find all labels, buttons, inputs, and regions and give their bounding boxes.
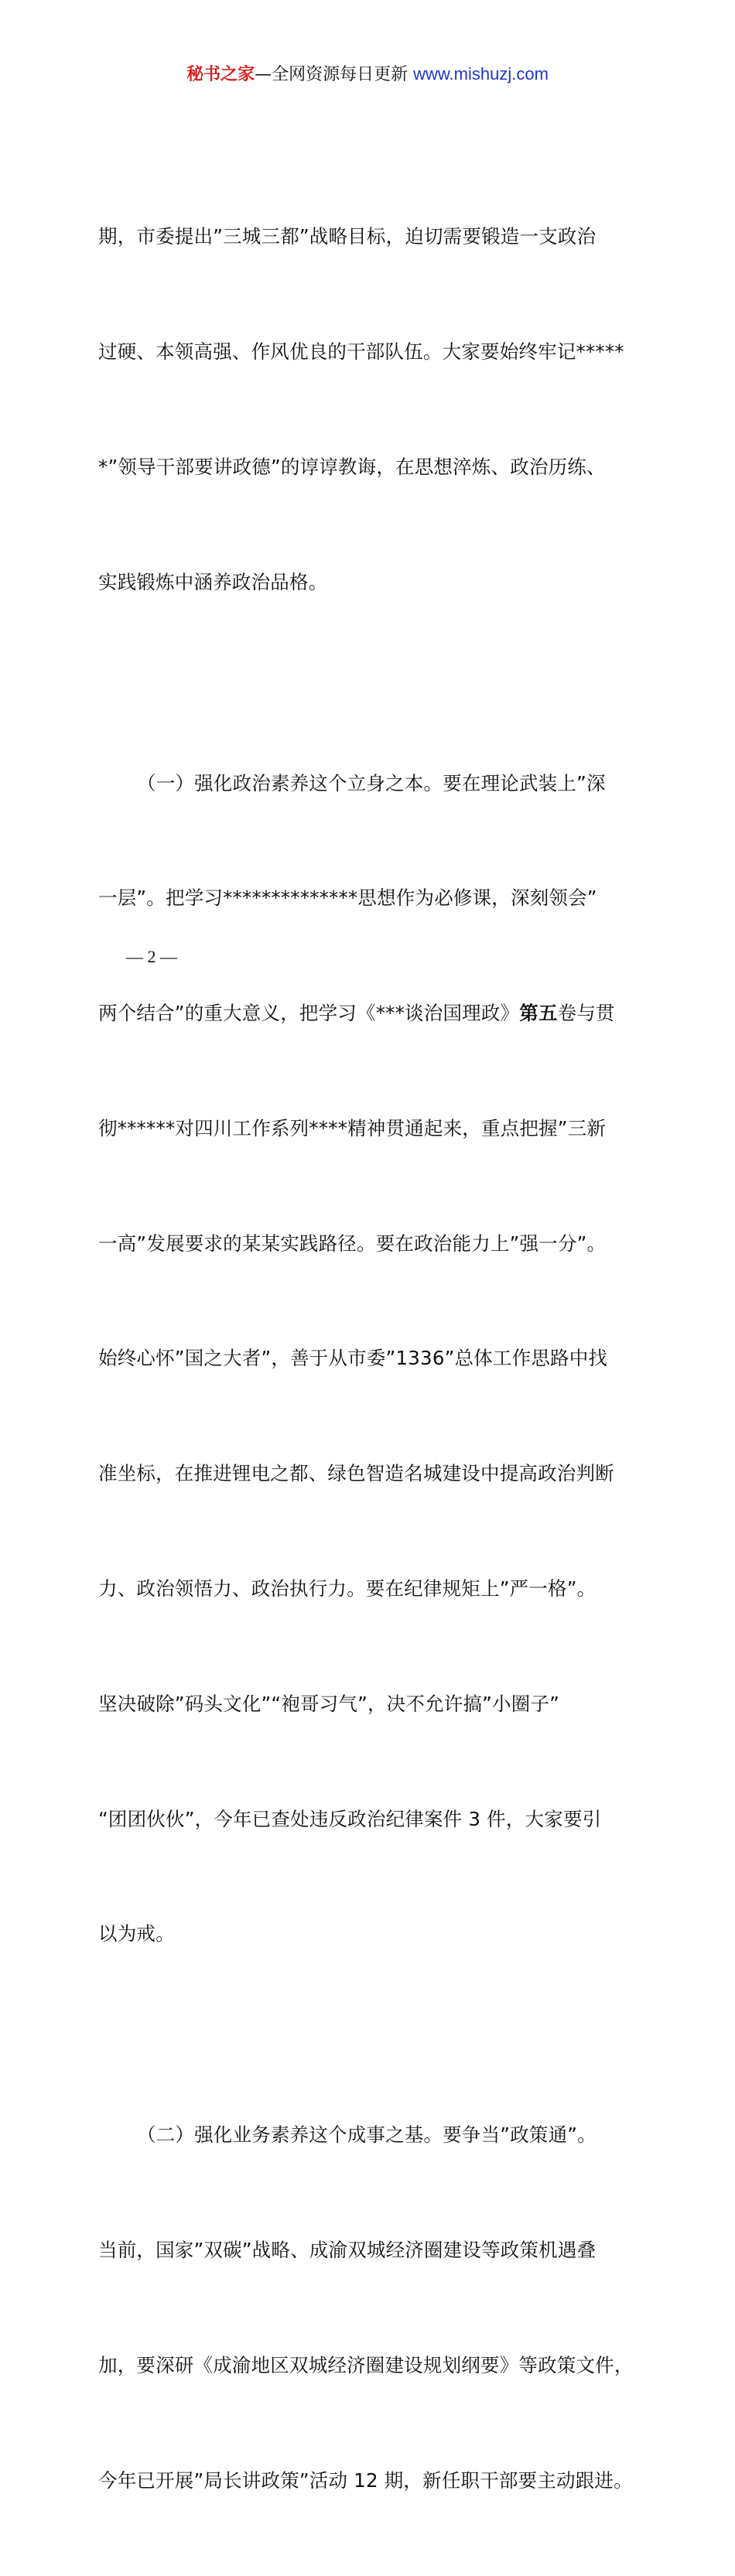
paragraph-1	[98, 141, 649, 678]
text-line-with-bold	[98, 994, 649, 1033]
text-line: （二）强化业务素养这个成事之基。要争当”政策通”。	[137, 2123, 597, 2147]
bold-fragment: 第五	[519, 1002, 558, 1025]
page-number: — 2 —	[126, 947, 177, 966]
text-line: 一高”发展要求的某某实践路径。要在政治能力上”强一分”。	[98, 1232, 607, 1255]
text-line: 今年已开展”局长讲政策”活动 12 期，新任职干部要主动跟进。	[98, 2468, 633, 2492]
text-line: 当前，国家”双碳”战略、成渝双城经济圈建设等政策机遇叠	[98, 2239, 597, 2262]
text-line: “团团伙伙”，今年已查处违反政治纪律案件 3 件，大家要引	[98, 1807, 602, 1830]
text-line: 加，要深研《成渝地区双城经济圈建设规划纲要》等政策文件，	[98, 2353, 634, 2376]
text-line: 期，市委提出”三城三都”战略目标，迫切需要锻造一支政治	[98, 225, 597, 248]
text-line: 坚决破除”码头文化”“袍哥习气”，决不允许搞”小圈子”	[98, 1692, 560, 1715]
text-line: *”领导干部要讲政德”的谆谆教诲，在思想淬炼、政治历练、	[98, 455, 606, 478]
text-fragment: 两个结合”的重大意义，把学习《***谈治国理政》	[98, 1002, 520, 1025]
text-line: 始终心怀”国之大者”，善于从市委”1336”总体工作思路中找	[98, 1347, 608, 1370]
site-header	[0, 60, 735, 89]
text-line: 以为戒。	[98, 1922, 175, 1946]
document-body	[98, 141, 649, 2576]
paragraph-2	[98, 687, 649, 2030]
text-line: 实践锻炼中涵养政治品格。	[98, 570, 328, 593]
text-line: 一层”。把学习**************思想作为必修课，深刻领会”	[98, 887, 597, 910]
text-line: 准坐标，在推进锂电之都、绿色智造名城建设中提高政治判断	[98, 1462, 614, 1485]
paragraph-3	[98, 2039, 649, 2576]
text-line: 过硬、本领高强、作风优良的干部队伍。大家要始终牢记*****	[98, 340, 624, 363]
text-fragment: 卷与贯	[557, 1002, 615, 1025]
text-line: 力、政治领悟力、政治执行力。要在纪律规矩上”严一格”。	[98, 1577, 597, 1600]
site-tagline: —全网资源每日更新	[255, 65, 414, 84]
text-line: 彻******对四川工作系列****精神贯通起来，重点把握”三新	[98, 1116, 607, 1139]
site-url-link[interactable]: www.mishuzj.com	[413, 64, 549, 84]
site-brand: 秘书之家	[186, 65, 255, 84]
text-line: （一）强化政治素养这个立身之本。要在理论武装上”深	[137, 771, 606, 794]
